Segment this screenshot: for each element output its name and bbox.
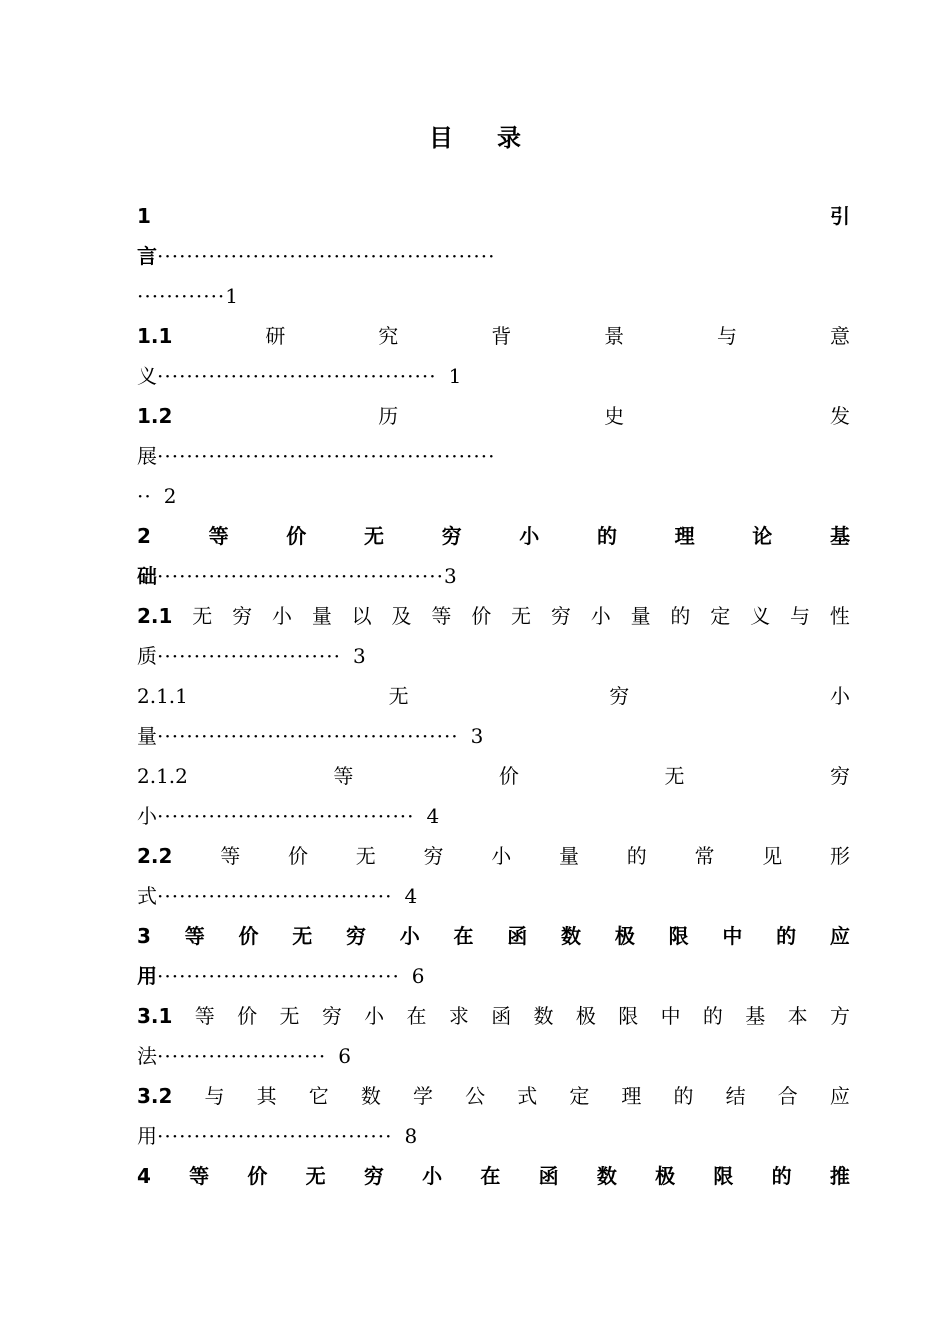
toc-title-char: 限 xyxy=(713,1164,734,1188)
toc-title-char: 意 xyxy=(829,324,850,348)
toc-page-number[interactable]: 6 xyxy=(411,964,425,988)
title-char: 目 xyxy=(429,124,453,152)
toc-title-char: 常 xyxy=(694,844,715,868)
toc-title-char: 的 xyxy=(771,1164,792,1188)
toc-line xyxy=(137,1076,850,1116)
toc-title-char: 小 xyxy=(491,844,512,868)
toc-title-char: 穷 xyxy=(829,764,850,788)
toc-title-char: 等 xyxy=(189,1164,210,1188)
toc-title-char: 量 xyxy=(558,844,579,868)
toc-title-char: 等 xyxy=(184,924,205,948)
toc-title-char: 中 xyxy=(660,1004,681,1028)
toc-section-number: 4 xyxy=(137,1164,151,1188)
toc-title-char: 无 xyxy=(664,764,685,788)
toc-title-char: 的 xyxy=(776,924,797,948)
toc-tail: 展 xyxy=(137,444,157,468)
toc-title-char: 数 xyxy=(533,1004,554,1028)
toc-title-char: 应 xyxy=(829,1084,850,1108)
toc-title-char: 价 xyxy=(286,524,307,548)
toc-title-char: 无 xyxy=(279,1004,300,1028)
toc-title-char: 限 xyxy=(668,924,689,948)
toc-section-number: 2.1.2 xyxy=(137,764,188,788)
toc-title-char: 小 xyxy=(590,604,611,628)
toc-title-char: 方 xyxy=(829,1004,850,1028)
toc-page-number[interactable]: 2 xyxy=(163,484,177,508)
toc-page-number[interactable]: 3 xyxy=(470,724,484,748)
toc-title-char: 研 xyxy=(265,324,286,348)
toc-tail: 量 xyxy=(137,724,157,748)
toc-leader: ······················· xyxy=(157,1044,327,1068)
toc-title-char: 小 xyxy=(422,1164,443,1188)
toc-title-char: 理 xyxy=(621,1084,642,1108)
toc-leader: ·············································· xyxy=(157,244,496,268)
toc-title-char: 穷 xyxy=(423,844,444,868)
table-of-contents xyxy=(137,196,850,1196)
toc-title-char: 景 xyxy=(604,324,625,348)
toc-title-char: 无 xyxy=(355,844,376,868)
toc-title-char: 函 xyxy=(491,1004,512,1028)
toc-title-char: 极 xyxy=(614,924,635,948)
toc-line xyxy=(137,996,850,1036)
toc-title-char: 义 xyxy=(750,604,771,628)
toc-leader: ··································· xyxy=(157,804,415,828)
toc-title-char: 历 xyxy=(378,404,399,428)
toc-section-number: 2.1 xyxy=(137,604,173,628)
toc-title-char: 与 xyxy=(204,1084,225,1108)
toc-line xyxy=(137,716,850,756)
toc-title-char: 背 xyxy=(491,324,512,348)
toc-title-char: 求 xyxy=(448,1004,469,1028)
toc-title-char: 无 xyxy=(292,924,313,948)
toc-title-char: 数 xyxy=(360,1084,381,1108)
toc-title-char: 小 xyxy=(399,924,420,948)
toc-title-char: 小 xyxy=(364,1004,385,1028)
toc-title-char: 发 xyxy=(829,404,850,428)
toc-title-char: 穷 xyxy=(321,1004,342,1028)
toc-title-char: 无 xyxy=(511,604,532,628)
toc-line xyxy=(137,356,850,396)
toc-section-number: 3 xyxy=(137,924,151,948)
toc-line xyxy=(137,1156,850,1196)
toc-title-char: 等 xyxy=(194,1004,215,1028)
toc-title-char: 应 xyxy=(829,924,850,948)
toc-section-number: 3.1 xyxy=(137,1004,173,1028)
toc-title-char: 小 xyxy=(830,684,850,708)
toc-section-number: 2.2 xyxy=(137,844,173,868)
page-title xyxy=(0,118,950,158)
toc-title-char: 小 xyxy=(519,524,540,548)
toc-line xyxy=(137,596,850,636)
toc-page-number[interactable]: 1 xyxy=(448,364,462,388)
toc-line xyxy=(137,956,850,996)
toc-title-char: 量 xyxy=(630,604,651,628)
toc-title-char: 基 xyxy=(829,524,850,548)
toc-title-char: 极 xyxy=(655,1164,676,1188)
toc-title-char: 式 xyxy=(517,1084,538,1108)
toc-section-number: 1.1 xyxy=(137,324,173,348)
toc-section-number: 1 xyxy=(137,204,151,228)
title-char: 录 xyxy=(497,124,521,152)
toc-title-char: 无 xyxy=(363,524,384,548)
toc-leader: ································ xyxy=(157,1124,393,1148)
toc-title-char: 与 xyxy=(789,604,810,628)
toc-line xyxy=(137,196,850,236)
toc-title-char: 穷 xyxy=(363,1164,384,1188)
toc-title-char: 见 xyxy=(762,844,783,868)
toc-line xyxy=(137,916,850,956)
toc-line xyxy=(137,396,850,436)
toc-line xyxy=(137,1036,850,1076)
toc-page-number[interactable]: 8 xyxy=(404,1124,418,1148)
toc-title-char: 理 xyxy=(674,524,695,548)
toc-title-char: 价 xyxy=(471,604,492,628)
toc-line xyxy=(137,836,850,876)
toc-section-number: 2 xyxy=(137,524,151,548)
toc-title-char: 等 xyxy=(220,844,241,868)
toc-title-char: 以 xyxy=(351,604,372,628)
toc-line xyxy=(137,316,850,356)
toc-title-char: 性 xyxy=(829,604,850,628)
toc-title-char: 等 xyxy=(333,764,354,788)
toc-title-char: 及 xyxy=(391,604,412,628)
toc-tail: 义 xyxy=(137,364,157,388)
toc-title-char: 价 xyxy=(498,764,519,788)
toc-page-number[interactable]: 4 xyxy=(404,884,418,908)
toc-line xyxy=(137,676,850,716)
toc-page-number[interactable]: 3 xyxy=(352,644,366,668)
toc-line xyxy=(137,1116,850,1156)
toc-leader: ································ xyxy=(157,884,393,908)
toc-title-char: 论 xyxy=(752,524,773,548)
toc-title-char: 学 xyxy=(412,1084,433,1108)
toc-page-number[interactable]: 6 xyxy=(338,1044,351,1068)
toc-title-char: 价 xyxy=(247,1164,268,1188)
toc-line xyxy=(137,756,850,796)
toc-title-char: 穷 xyxy=(441,524,462,548)
toc-title-char: 公 xyxy=(465,1084,486,1108)
toc-title-char: 无 xyxy=(388,684,409,708)
toc-title-char: 与 xyxy=(717,324,738,348)
toc-page-number[interactable]: 1 xyxy=(225,284,239,308)
toc-line xyxy=(137,476,850,516)
toc-leader: ········································· xyxy=(157,724,459,748)
toc-title-char: 数 xyxy=(561,924,582,948)
toc-title-char: 的 xyxy=(673,1084,694,1108)
toc-title-char: 中 xyxy=(722,924,743,948)
toc-title-char: 穷 xyxy=(232,604,253,628)
toc-title-char: 穷 xyxy=(345,924,366,948)
toc-section-number: 2.1.1 xyxy=(137,684,188,708)
toc-leader: ······································· xyxy=(157,564,444,588)
toc-page-number[interactable]: 4 xyxy=(426,804,440,828)
toc-line xyxy=(137,436,850,476)
toc-leader: ························· xyxy=(157,644,341,668)
toc-tail: 法 xyxy=(137,1044,157,1068)
toc-leader: ·· xyxy=(137,484,152,508)
toc-tail: 小 xyxy=(137,804,157,828)
toc-tail: 质 xyxy=(137,644,157,668)
toc-title-char: 在 xyxy=(453,924,474,948)
toc-title-char: 价 xyxy=(237,1004,258,1028)
toc-title-char: 小 xyxy=(271,604,292,628)
toc-tail: 式 xyxy=(137,884,157,908)
toc-title-char: 在 xyxy=(480,1164,501,1188)
toc-title-char: 的 xyxy=(596,524,617,548)
toc-line xyxy=(137,636,850,676)
toc-title-char: 极 xyxy=(575,1004,596,1028)
toc-title-char: 等 xyxy=(208,524,229,548)
toc-line xyxy=(137,276,850,316)
toc-title-char: 价 xyxy=(238,924,259,948)
toc-tail: 用 xyxy=(137,964,157,988)
toc-title-char: 限 xyxy=(618,1004,639,1028)
toc-title-char: 定 xyxy=(569,1084,590,1108)
toc-title-char: 它 xyxy=(308,1084,329,1108)
toc-line xyxy=(137,876,850,916)
toc-title-char: 函 xyxy=(507,924,528,948)
toc-line xyxy=(137,236,850,276)
toc-title-char: 的 xyxy=(670,604,691,628)
toc-section-number: 3.2 xyxy=(137,1084,173,1108)
toc-title-char: 无 xyxy=(305,1164,326,1188)
toc-leader: ············ xyxy=(137,284,226,308)
toc-title-char: 其 xyxy=(256,1084,277,1108)
toc-title-char: 在 xyxy=(406,1004,427,1028)
toc-page-number[interactable]: 3 xyxy=(443,564,457,588)
toc-title-char: 史 xyxy=(604,404,625,428)
toc-title-char: 推 xyxy=(829,1164,850,1188)
toc-title-char: 基 xyxy=(745,1004,766,1028)
toc-title-char: 究 xyxy=(378,324,399,348)
toc-line xyxy=(137,796,850,836)
toc-title-char: 量 xyxy=(311,604,332,628)
toc-title-char: 的 xyxy=(702,1004,723,1028)
toc-title-char: 合 xyxy=(777,1084,798,1108)
toc-title-char: 引 xyxy=(830,204,850,228)
toc-leader: ······································ xyxy=(157,364,437,388)
toc-title-char: 数 xyxy=(596,1164,617,1188)
toc-title-char: 穷 xyxy=(550,604,571,628)
toc-title-char: 价 xyxy=(287,844,308,868)
toc-tail: 用 xyxy=(137,1124,157,1148)
toc-title-char: 函 xyxy=(538,1164,559,1188)
toc-tail: 础 xyxy=(137,564,157,588)
toc-section-number: 1.2 xyxy=(137,404,173,428)
toc-title-char: 定 xyxy=(710,604,731,628)
toc-title-char: 的 xyxy=(626,844,647,868)
toc-title-char: 等 xyxy=(431,604,452,628)
toc-line xyxy=(137,516,850,556)
toc-title-char: 无 xyxy=(192,604,213,628)
toc-leader: ································· xyxy=(157,964,400,988)
toc-title-char: 形 xyxy=(829,844,850,868)
toc-title-char: 穷 xyxy=(609,684,630,708)
toc-leader: ·············································· xyxy=(157,444,496,468)
toc-title-char: 本 xyxy=(787,1004,808,1028)
toc-line xyxy=(137,556,850,596)
toc-tail: 言 xyxy=(137,244,157,268)
toc-title-char: 结 xyxy=(725,1084,746,1108)
